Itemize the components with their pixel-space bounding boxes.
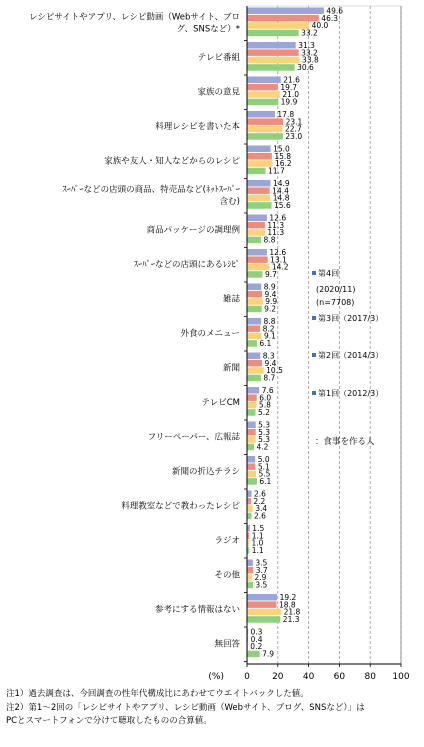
bar (248, 444, 254, 451)
category-label: ｽｰﾊﾟｰなどの店頭の商品、特売品など(ﾈｯﾄｽｰﾊﾟｰ (62, 185, 240, 195)
bar (248, 636, 249, 643)
bar (248, 30, 299, 37)
legend-marker (312, 271, 316, 275)
bar (248, 133, 283, 140)
data-label: 18.8 (278, 600, 296, 610)
data-label: 49.6 (326, 6, 344, 16)
data-label: 4.2 (256, 442, 269, 452)
bar (248, 394, 257, 401)
bar (248, 540, 250, 547)
data-label: 15.8 (274, 151, 292, 161)
bar (248, 436, 256, 443)
data-label: 3.4 (255, 504, 268, 514)
data-label: 21.8 (283, 607, 301, 617)
data-label: 19.2 (279, 592, 297, 602)
data-label: 19.7 (280, 82, 298, 92)
bar (248, 574, 252, 581)
data-label: 31.3 (298, 40, 315, 50)
category-label: 料理教室などで教わったレシピ (121, 501, 240, 512)
data-label: 1.5 (252, 523, 265, 533)
bar (248, 463, 256, 470)
category-label: 参考にする情報はない (154, 605, 240, 615)
data-label: 15.6 (274, 201, 291, 211)
category-label: 家族や友人・知人などからのレシピ (104, 156, 240, 167)
category-label: テレビCM (201, 398, 240, 408)
data-label: 2.2 (253, 496, 266, 506)
data-label: 21.0 (282, 90, 300, 100)
data-label: 5.0 (257, 454, 270, 464)
x-tick-label: 40 (302, 672, 315, 682)
bar (248, 8, 324, 15)
bar (248, 367, 264, 374)
data-label: 2.6 (254, 511, 266, 521)
bar (248, 64, 295, 71)
bar (248, 271, 263, 278)
bar (248, 146, 271, 153)
data-label: 40.0 (311, 21, 329, 31)
data-label: 3.7 (255, 565, 268, 575)
bar (248, 111, 275, 118)
data-label: 5.5 (258, 469, 271, 479)
legend-entry: (n=7708) (316, 298, 355, 307)
data-label: 1.0 (251, 538, 264, 548)
data-label: 11.3 (267, 228, 285, 238)
data-label: 16.2 (274, 159, 292, 169)
data-label: 8.8 (263, 316, 276, 326)
bar (248, 629, 249, 636)
bar (248, 422, 256, 429)
bar (248, 409, 256, 416)
category-label: ｽｰﾊﾟｰなどの店頭にあるﾚｼﾋﾟ (133, 260, 240, 270)
data-label: 0.2 (250, 642, 263, 652)
data-label: 9.7 (264, 270, 277, 280)
bar (248, 318, 262, 325)
data-label: 8.8 (263, 235, 276, 245)
x-tick-label: 20 (272, 672, 284, 682)
category-label: 無回答 (214, 639, 240, 650)
footnote-3: PCとスマートフォンで分けて聴取したものの合算値。 (6, 716, 212, 726)
chart-annotation: ：食事を作る人 (315, 437, 375, 447)
x-unit-label: (%) (208, 672, 224, 682)
bar (248, 249, 267, 256)
data-label: 46.3 (321, 13, 339, 23)
data-label: 5.8 (258, 400, 271, 410)
data-label: 14.9 (272, 178, 290, 188)
data-label: 5.2 (258, 408, 270, 418)
data-label: 23.0 (285, 132, 303, 142)
bar (248, 22, 310, 29)
category-label: フリーペーパー、広報誌 (147, 432, 240, 443)
x-tick-label: 0 (244, 672, 250, 682)
bar (248, 306, 262, 313)
data-label: 5.3 (258, 420, 271, 430)
bar (248, 215, 267, 222)
bar (248, 375, 261, 382)
bar (248, 180, 271, 187)
footnotes (6, 688, 424, 729)
x-tick-label: 100 (392, 672, 410, 682)
bar (248, 291, 262, 298)
data-label: 9.2 (264, 304, 277, 314)
category-label: 新聞の折込チラシ (171, 467, 240, 477)
data-label: 6.1 (259, 477, 272, 487)
bar (248, 229, 265, 236)
data-label: 6.1 (259, 339, 272, 349)
bar (248, 547, 250, 554)
bar (248, 168, 266, 175)
bar (248, 387, 260, 394)
bar (248, 256, 268, 263)
category-label: 新聞 (222, 363, 240, 374)
bar (248, 195, 271, 202)
bar (248, 582, 253, 589)
bar (248, 491, 252, 498)
data-label: 6.0 (259, 393, 272, 403)
data-label: 14.8 (272, 193, 290, 203)
data-label: 9.4 (264, 289, 277, 299)
category-label: 雑誌 (222, 294, 240, 305)
data-label: 9.9 (265, 297, 278, 307)
legend-entry: 第3回（2017/3） (318, 314, 384, 323)
data-label: 10.5 (266, 366, 283, 376)
bar (248, 471, 256, 478)
data-label: 8.2 (262, 324, 275, 334)
data-label: 19.9 (280, 97, 298, 107)
data-label: 8.9 (263, 282, 276, 292)
category-label: その他 (214, 570, 240, 581)
bar (248, 505, 253, 512)
x-tick-label: 80 (364, 672, 376, 682)
data-label: 9.4 (264, 358, 277, 368)
data-label: 33.2 (301, 28, 318, 38)
bar (248, 49, 299, 56)
data-label: 11.7 (268, 166, 285, 176)
category-label: レシピサイトやアプリ、レシピ動画（Webサイト、ブロ (29, 12, 240, 23)
bar (248, 353, 261, 360)
data-label: 2.9 (254, 573, 267, 583)
data-label: 21.3 (282, 615, 300, 625)
category-label: テレビ番組 (197, 53, 240, 63)
bar (248, 601, 277, 608)
legend-marker (312, 353, 316, 357)
data-label: 3.5 (255, 580, 268, 590)
data-label: 8.3 (262, 351, 275, 361)
data-label: 12.6 (269, 213, 287, 223)
data-label: 0.4 (250, 634, 263, 644)
category-label: 料理レシピを書いた本 (155, 122, 240, 132)
legend-entry: 第2回（2014/3） (318, 351, 384, 360)
bar (248, 42, 296, 49)
data-label: 11.3 (267, 220, 285, 230)
data-label: 5.1 (257, 462, 270, 472)
data-label: 3.5 (255, 558, 268, 568)
data-label: 12.6 (269, 247, 287, 257)
category-label: グ、SNSなど）* (176, 24, 240, 35)
data-label: 30.6 (297, 63, 314, 73)
category-label: 外食のメニュー (180, 329, 240, 339)
bar (248, 91, 280, 98)
bar (248, 202, 272, 209)
data-label: 1.1 (251, 531, 264, 541)
bar (248, 429, 256, 436)
data-label: 5.3 (258, 435, 271, 445)
bar (248, 456, 256, 463)
data-label: 15.0 (273, 144, 290, 154)
data-label: 33.2 (301, 48, 318, 58)
bar (248, 77, 281, 84)
category-label: ラジオ (214, 536, 240, 546)
bar (248, 651, 260, 658)
data-label: 7.9 (262, 649, 275, 659)
data-label: 14.2 (271, 262, 289, 272)
data-label: 8.7 (263, 373, 276, 383)
bar (248, 498, 251, 505)
bar (248, 532, 250, 539)
category-label: 商品パッケージの調理例 (146, 225, 240, 236)
x-tick-label: 60 (333, 672, 346, 682)
data-label: 33.8 (302, 55, 319, 65)
category-label: 家族の意見 (197, 87, 240, 98)
bar (248, 15, 319, 22)
bar (248, 360, 262, 367)
bar (248, 298, 263, 305)
bar (248, 126, 283, 133)
bar (248, 222, 265, 229)
bar (248, 118, 284, 125)
bar (248, 643, 249, 650)
bar (248, 187, 270, 194)
data-label: 23.1 (285, 117, 303, 127)
bar (248, 594, 278, 601)
legend-marker (312, 391, 316, 395)
bar (248, 99, 279, 106)
bar (248, 402, 257, 409)
bar (248, 478, 257, 485)
bar (248, 340, 257, 347)
footnote-1: 注1）過去調査は、今回調査の性年代構成比にあわせてウエイトバックした値。 (6, 689, 309, 699)
data-label: 7.6 (261, 385, 274, 395)
data-label: 17.8 (277, 109, 295, 119)
legend-marker (312, 316, 316, 320)
data-label: 1.1 (251, 546, 264, 556)
bar (248, 560, 253, 567)
data-label: 9.1 (264, 331, 276, 341)
legend-entry: 第1回（2012/3） (318, 389, 384, 398)
bar (248, 609, 282, 616)
category-label: 含む) (219, 197, 240, 207)
footnote-2: 注2）第1～2回の「レシピサイトやアプリ、レシピ動画（Webサイト、ブログ、SNSなど）」は (6, 702, 365, 713)
data-label: 21.6 (283, 75, 300, 85)
bar (248, 525, 250, 532)
bar (248, 616, 281, 623)
bar (248, 153, 272, 160)
bar (248, 57, 300, 64)
bar (248, 567, 254, 574)
data-label: 14.4 (272, 186, 289, 196)
bar (248, 325, 261, 332)
bar (248, 513, 252, 520)
bar (248, 84, 278, 91)
data-label: 13.1 (270, 255, 287, 265)
bar (248, 284, 262, 291)
data-label: 5.3 (258, 427, 271, 437)
data-label: 0.3 (250, 627, 263, 637)
data-label: 2.6 (254, 489, 266, 499)
bar (248, 237, 262, 244)
legend-entry: (2020/11) (316, 285, 356, 294)
legend-entry: 第4回 (318, 269, 340, 278)
data-label: 22.7 (284, 124, 302, 134)
